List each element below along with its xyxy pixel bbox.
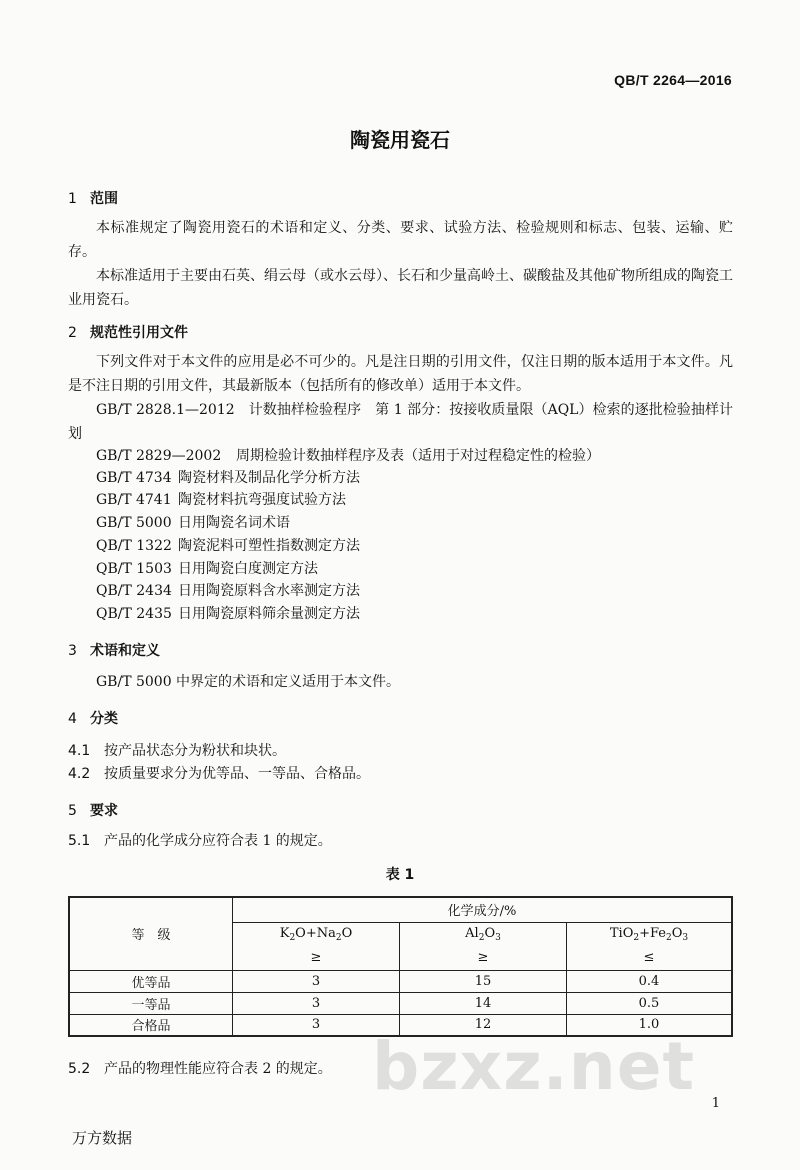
section-3-text: GB/T 5000 中界定的术语和定义适用于本文件。 [96, 674, 401, 690]
standard-code: QB/T 2264—2016 [614, 72, 732, 88]
section-1-paragraph-2: 本标准适用于主要由石英、绢云母（或水云母）、长石和少量高岭土、碳酸盐及其他矿物所组成的陶瓷工业用瓷石。 [68, 268, 733, 308]
section-3-heading: 3 术语和定义 [68, 643, 160, 659]
clause-5-2: 5.2 产品的物理性能应符合表 2 的规定。 [68, 1061, 332, 1077]
reference-item: QB/T 2434 日用陶瓷原料含水率测定方法 [96, 583, 360, 599]
table-row: 合格品 3 12 1.0 [69, 1014, 732, 1036]
page-title: 陶瓷用瓷石 [350, 128, 450, 152]
reference-item: GB/T 2829—2002 周期检验计数抽样程序及表（适用于对过程稳定性的检验） [96, 448, 600, 464]
page-number: 1 [711, 1096, 720, 1111]
section-1-paragraph-1: 本标准规定了陶瓷用瓷石的术语和定义、分类、要求、试验方法、检验规则和标志、包装、运输、贮存。 [68, 220, 733, 260]
reference-gbt-2828: GB/T 2828.1—2012 计数抽样检验程序 第 1 部分：按接收质量限（AQL）检索的逐批检验抽样计划 [68, 402, 733, 442]
reference-item: GB/T 4734 陶瓷材料及制品化学分析方法 [96, 470, 360, 486]
table-row: 一等品 3 14 0.5 [69, 992, 732, 1014]
clause-4-2: 4.2 按质量要求分为优等品、一等品、合格品。 [68, 766, 370, 782]
column-header-al2o3: $Al_2O_3$ ≥ [400, 922, 567, 970]
table-row: 优等品 3 15 0.4 [69, 970, 732, 992]
column-header-tio2-fe2o3: $TiO_2+Fe_2O_3$ ≤ [567, 922, 733, 970]
chemical-composition-table [68, 896, 733, 1037]
footer-brand: 万方数据 [72, 1129, 133, 1147]
section-5-heading: 5 要求 [68, 803, 118, 819]
clause-4-1: 4.1 按产品状态分为粉状和块状。 [68, 743, 286, 759]
section-2-intro: 下列文件对于本文件的应用是必不可少的。凡是注日期的引用文件，仅注日期的版本适用于本文件。凡是不注日期的引用文件，其最新版本（包括所有的修改单）适用于本文件。 [68, 354, 733, 394]
watermark: bzxz.net [372, 1028, 696, 1105]
reference-item: QB/T 1503 日用陶瓷白度测定方法 [96, 561, 318, 577]
reference-item: GB/T 5000 日用陶瓷名词术语 [96, 515, 290, 531]
reference-item: GB/T 4741 陶瓷材料抗弯强度试验方法 [96, 492, 346, 508]
column-header-k2o-na2o: $K_2O+Na_2O$ ≥ [233, 922, 400, 970]
reference-item: QB/T 1322 陶瓷泥料可塑性指数测定方法 [96, 538, 360, 554]
reference-item: QB/T 2435 日用陶瓷原料筛余量测定方法 [96, 606, 360, 622]
section-1-heading: 1 范围 [68, 191, 118, 207]
section-2-heading: 2 规范性引用文件 [68, 325, 188, 341]
grade-header: 等 级 [69, 897, 233, 970]
clause-5-1: 5.1 产品的化学成分应符合表 1 的规定。 [68, 833, 332, 849]
composition-group-header: 化学成分/% [233, 897, 733, 922]
table-1-caption: 表 1 [385, 867, 415, 883]
section-4-heading: 4 分类 [68, 711, 118, 727]
